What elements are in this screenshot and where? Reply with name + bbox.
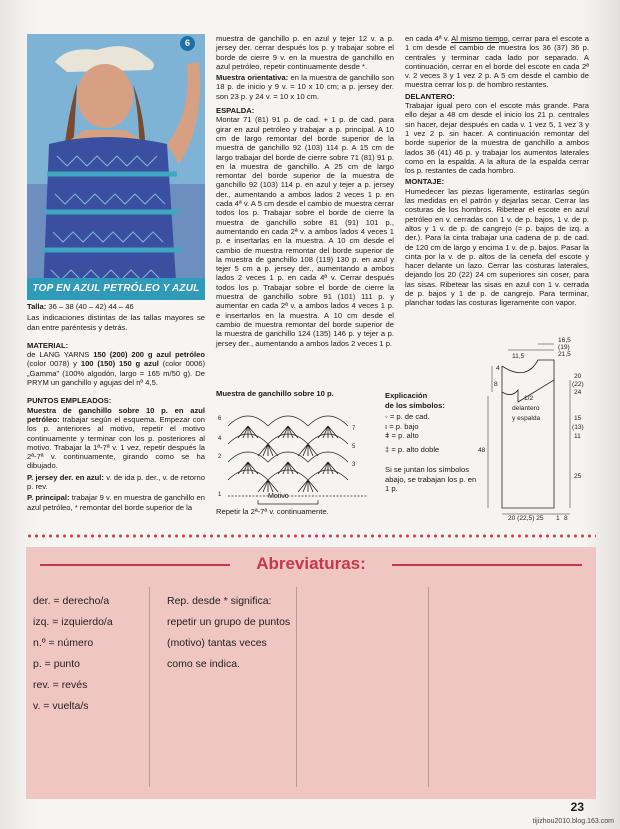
material-bold-2: 100 (150) 150 g azul bbox=[80, 359, 159, 369]
schem-r15: 15 bbox=[574, 415, 582, 422]
espalda-text: Montar 71 (81) 91 p. de cad. + 1 p. de cad. para girar en azul petróleo y trabajar a p. principal. A 10 cm de largo remontar del borde superior de la muestra de ganchillo 92 (103) 114 p. A 15 cm de largo trabajar del borde de cierre sobre 71 (81) 91 p. en la muestra de ganchillo. A 25 cm de largo remontar del borde superior de la muestra de ganchillo 92 (103) 114 p. en azul y tejer a p. jersey der., aumentando a ambos lados 2 veces 1 p. en cada 4ª v. A 5 cm desde el cambio de muestra cerrar todos los p. Trabajar sobre el borde de cierre la muestra de ganchillo sobre 81 (91) 101 p., aumentando en cada 2ª v. a ambos lados 4 veces 1 p. e insertarlas en la muestra. A 10 cm desde el cambio de muestra remontar del borde superior de la muestra de ganchillo 108 (119) 130 p. en azul y tejer 5 cm a p. jersey der., aumentando a ambos lados 2 veces 1 p. en cada 4ª v. Cerrar después todos los p. Trabajar sobre el borde de cierre la muestra de ganchillo sobre 91 (101) 111 p. y aumentar en cada 2ª v. a ambos lados 4 veces 1 p. e insertarlos en la muestra. A 10 cm desde el cambio de muestra remontar del borde superior de la muestra de ganchillo 124 (135) 146 p. y tejer a p. jersey der., aumentando a ambos lados 2 veces 1 p. bbox=[216, 115, 394, 348]
chart-title: Muestra de ganchillo sobre 10 p. bbox=[216, 389, 334, 398]
delantero-text: Trabajar igual pero con el escote más grande. Para ello dejar a 48 cm desde el inicio los 21 p. centrales sin hacer, dejar después en cada v. 1 vez 5, 1 vez 3 y 1 vez 2 p. sin hacer. A continuación remontar del borde superior de la muestra de ganchillo a ambos lados 36 (41) 46 p. y trabajar los aumentos laterales como en la espalda. A la altura de la espalda cerrar los p. restantes de cada hombro. bbox=[405, 101, 589, 176]
delantero-heading: DELANTERO: bbox=[405, 91, 455, 101]
puntos-2-text: v. de ida p. der., v. de retorno p. rev. bbox=[27, 472, 205, 492]
legend-title-1: Explicación bbox=[385, 391, 428, 400]
schem-left-4: 4 bbox=[496, 365, 500, 372]
page-number: 23 bbox=[570, 800, 584, 814]
svg-text:6: 6 bbox=[218, 416, 222, 422]
divider-3 bbox=[428, 587, 429, 787]
material-text-1: de LANG YARNS bbox=[27, 350, 94, 360]
col3-underline: Al mismo tiempo bbox=[451, 34, 508, 43]
col3-text-b: , cerrar para el escote a 1 cm desde el cambio de muestra los 36 (37) 36 p. centrales y terminar cada lado por separado. A continuación, cerrar en el borde del escote en cada 2ª v. 2 veces 3 y 1 vez 2 p. A 5 cm desde el cambio de muestra cerrar los p. de hombro restantes. bbox=[405, 34, 590, 90]
talla-label: Talla: bbox=[27, 302, 47, 311]
legend-single-text: = p. bajo bbox=[389, 421, 419, 431]
abbr-rep-2: repetir un grupo de puntos bbox=[167, 616, 291, 628]
schem-label-1: 1/2 bbox=[524, 395, 534, 402]
photo-caption: TOP EN AZUL PETRÓLEO Y AZUL bbox=[27, 278, 205, 300]
puntos-2-title: P. jersey der. en azul: bbox=[27, 472, 104, 482]
puntos-1-text: trabajar según el esquema. Empezar con los p. anteriores al motivo, repetir el motivo continuamente y terminar con los p. posteriores al motivo. Trabajar la 1ª-7ª v. 1 vez, repetir después la 2ª-7ª v. continuamente, girando como se ha dibujado. bbox=[27, 414, 205, 471]
abbr-rep-1: Rep. desde * significa: bbox=[167, 595, 272, 607]
material-bold-1: 150 (200) 200 g azul petróleo bbox=[93, 350, 205, 360]
abbr-izq: izq. = izquierdo/a bbox=[33, 616, 113, 628]
abbr-list-1 bbox=[33, 591, 113, 717]
legend-chain-text: = p. de cad. bbox=[389, 412, 430, 421]
legend-treble-text: = p. alto doble bbox=[391, 444, 440, 454]
abbr-list-2 bbox=[167, 591, 290, 675]
svg-text:4: 4 bbox=[218, 436, 222, 442]
double-crochet-icon: ǂ bbox=[385, 431, 392, 440]
schem-label-3: y espalda bbox=[512, 415, 541, 422]
legend-note: Si se juntan los símbolos abajo, se trabajan los p. en 1 p. bbox=[385, 465, 477, 493]
muestra-orientativa-text: en la muestra de ganchillo son 18 p. de inicio y 9 v. = 10 x 10 cm; a p. jersey der. son 23 p. y 24 v. = 10 x 10 cm. bbox=[216, 73, 394, 101]
svg-text:7: 7 bbox=[352, 426, 356, 432]
pattern-number-badge: 6 bbox=[180, 36, 195, 51]
column-3 bbox=[405, 34, 589, 310]
schem-r24: 24 bbox=[574, 389, 582, 396]
abbr-rep-3: (motivo) tantas veces bbox=[167, 637, 267, 649]
abbreviations-title: Abreviaturas: bbox=[256, 554, 366, 573]
puntos-3-title: P. principal: bbox=[27, 493, 70, 503]
schem-label-2: delantero bbox=[512, 405, 540, 412]
espalda-heading: ESPALDA: bbox=[216, 106, 255, 116]
repetir-note: Repetir la 2ª-7ª v. continuamente. bbox=[216, 507, 329, 516]
svg-text:2: 2 bbox=[218, 454, 222, 460]
abbr-p: p. = punto bbox=[33, 658, 80, 670]
montaje-text: Humedecer las piezas ligeramente, estirarlas según las medidas en el patrón y dejarlas secar. Cerrar las costuras de los hombros. Ribetear el escote en azul petróleo en v. cerradas con 1 v. de p. bajos, 1 v. de p. altos y 1 v. de p. de cangrejo (= p. bajos de izq. a der.). Para la cinta trabajar una cadena de p. de cad. de 120 cm de largo y encima 1 v. de p. bajos. Pasar la cinta por la v. de p. altos de la cenefa del escote y hacer delante un lazo. Cerrar las costuras laterales, dejando los 20 (22) 24 cm superiores sin coser, para las sisas. Ribetear las sisas en azul con 1 v. cerrada de p. bajos y 1 de p. de cangrejo. Para terminar, planchar todas las costuras ligeramente con vapor. bbox=[405, 186, 589, 308]
puntos-1-title: Muestra de ganchillo sobre 10 p. en azul petróleo: bbox=[27, 405, 205, 424]
legend-item-double bbox=[385, 431, 480, 441]
material-heading: MATERIAL: bbox=[27, 340, 69, 350]
dotted-separator bbox=[26, 534, 596, 538]
crochet-chart bbox=[218, 400, 378, 506]
symbol-legend bbox=[385, 391, 480, 494]
abbr-num: n.º = número bbox=[33, 637, 94, 649]
muestra-orientativa-title: Muestra orientativa: bbox=[216, 73, 289, 83]
svg-text:3: 3 bbox=[352, 462, 356, 468]
talla-value: 36 – 38 (40 – 42) 44 – 46 bbox=[48, 302, 134, 311]
legend-title-2: de los símbolos: bbox=[385, 400, 445, 410]
montaje-heading: MONTAJE: bbox=[405, 177, 445, 187]
divider-2 bbox=[296, 587, 297, 787]
schem-r22: (22) bbox=[572, 381, 584, 388]
schem-top-21: 21,5 bbox=[558, 351, 571, 358]
column-2 bbox=[216, 34, 394, 350]
abbr-der: der. = derecho/a bbox=[33, 595, 110, 607]
column-1 bbox=[27, 302, 205, 514]
abbr-rev: rev. = revés bbox=[33, 679, 88, 691]
schem-r20: 20 bbox=[574, 373, 582, 380]
legend-item-treble bbox=[385, 445, 480, 455]
divider-1 bbox=[149, 587, 150, 787]
svg-text:1: 1 bbox=[218, 492, 222, 498]
legend-item-chain bbox=[385, 412, 480, 422]
garment-schematic bbox=[478, 336, 594, 522]
schem-bottom: 20 (22,5) 25 bbox=[508, 515, 544, 522]
material-text-2: (color 0078) y bbox=[27, 359, 81, 369]
treble-crochet-icon: ‡ bbox=[385, 444, 392, 454]
schem-l48: 48 bbox=[478, 447, 486, 454]
schem-r11: 11 bbox=[574, 433, 581, 440]
watermark: tijizhou2010.blog.163.com bbox=[532, 818, 614, 825]
legend-item-single bbox=[385, 422, 480, 432]
model-illustration bbox=[27, 34, 205, 296]
motivo-label: Motivo bbox=[268, 493, 289, 500]
material-text-3: (color 0006) „Gamma” (100% algodón, largo = 165 m/50 g). De PRYM un ganchillo y agujas del nº 4,5. bbox=[27, 359, 205, 388]
puntos-3-text: trabajar 9 v. en muestra de ganchillo en azul petróleo, * remontar del borde superior de la bbox=[27, 493, 205, 512]
abbr-rep-4: como se indica. bbox=[167, 658, 240, 670]
abbreviations-box bbox=[26, 547, 596, 799]
chain-icon: ◦ bbox=[385, 412, 390, 421]
col2-intro: muestra de ganchillo p. en azul y tejer 12 v. a p. jersey der. cerrar después los p. y trabajar sobre el borde de cierre 9 v. en la muestra de ganchillo en azul petróleo, repetir continuamente desde *. bbox=[216, 34, 394, 71]
schem-b8: 8 bbox=[564, 515, 568, 522]
schem-top-16: 16,5 bbox=[558, 337, 571, 344]
schem-left-11: 11,5 bbox=[512, 353, 525, 360]
schem-r25: 25 bbox=[574, 473, 582, 480]
schem-b1: 1 bbox=[556, 515, 560, 522]
col3-text-a: en cada 4ª v. bbox=[405, 34, 452, 43]
puntos-heading: PUNTOS EMPLEADOS: bbox=[27, 396, 112, 406]
schem-r13: (13) bbox=[572, 424, 584, 431]
svg-text:5: 5 bbox=[352, 444, 356, 450]
abbr-v: v. = vuelta/s bbox=[33, 700, 89, 712]
legend-double-text: = p. alto bbox=[391, 431, 419, 440]
model-photo bbox=[27, 34, 205, 296]
schem-top-19: (19) bbox=[558, 344, 570, 351]
talla-note: Las indicaciones distintas de las tallas mayores se dan entre paréntesis y detrás. bbox=[27, 313, 205, 332]
single-crochet-icon: ı bbox=[385, 421, 390, 431]
schem-left-8: 8 bbox=[494, 381, 498, 388]
